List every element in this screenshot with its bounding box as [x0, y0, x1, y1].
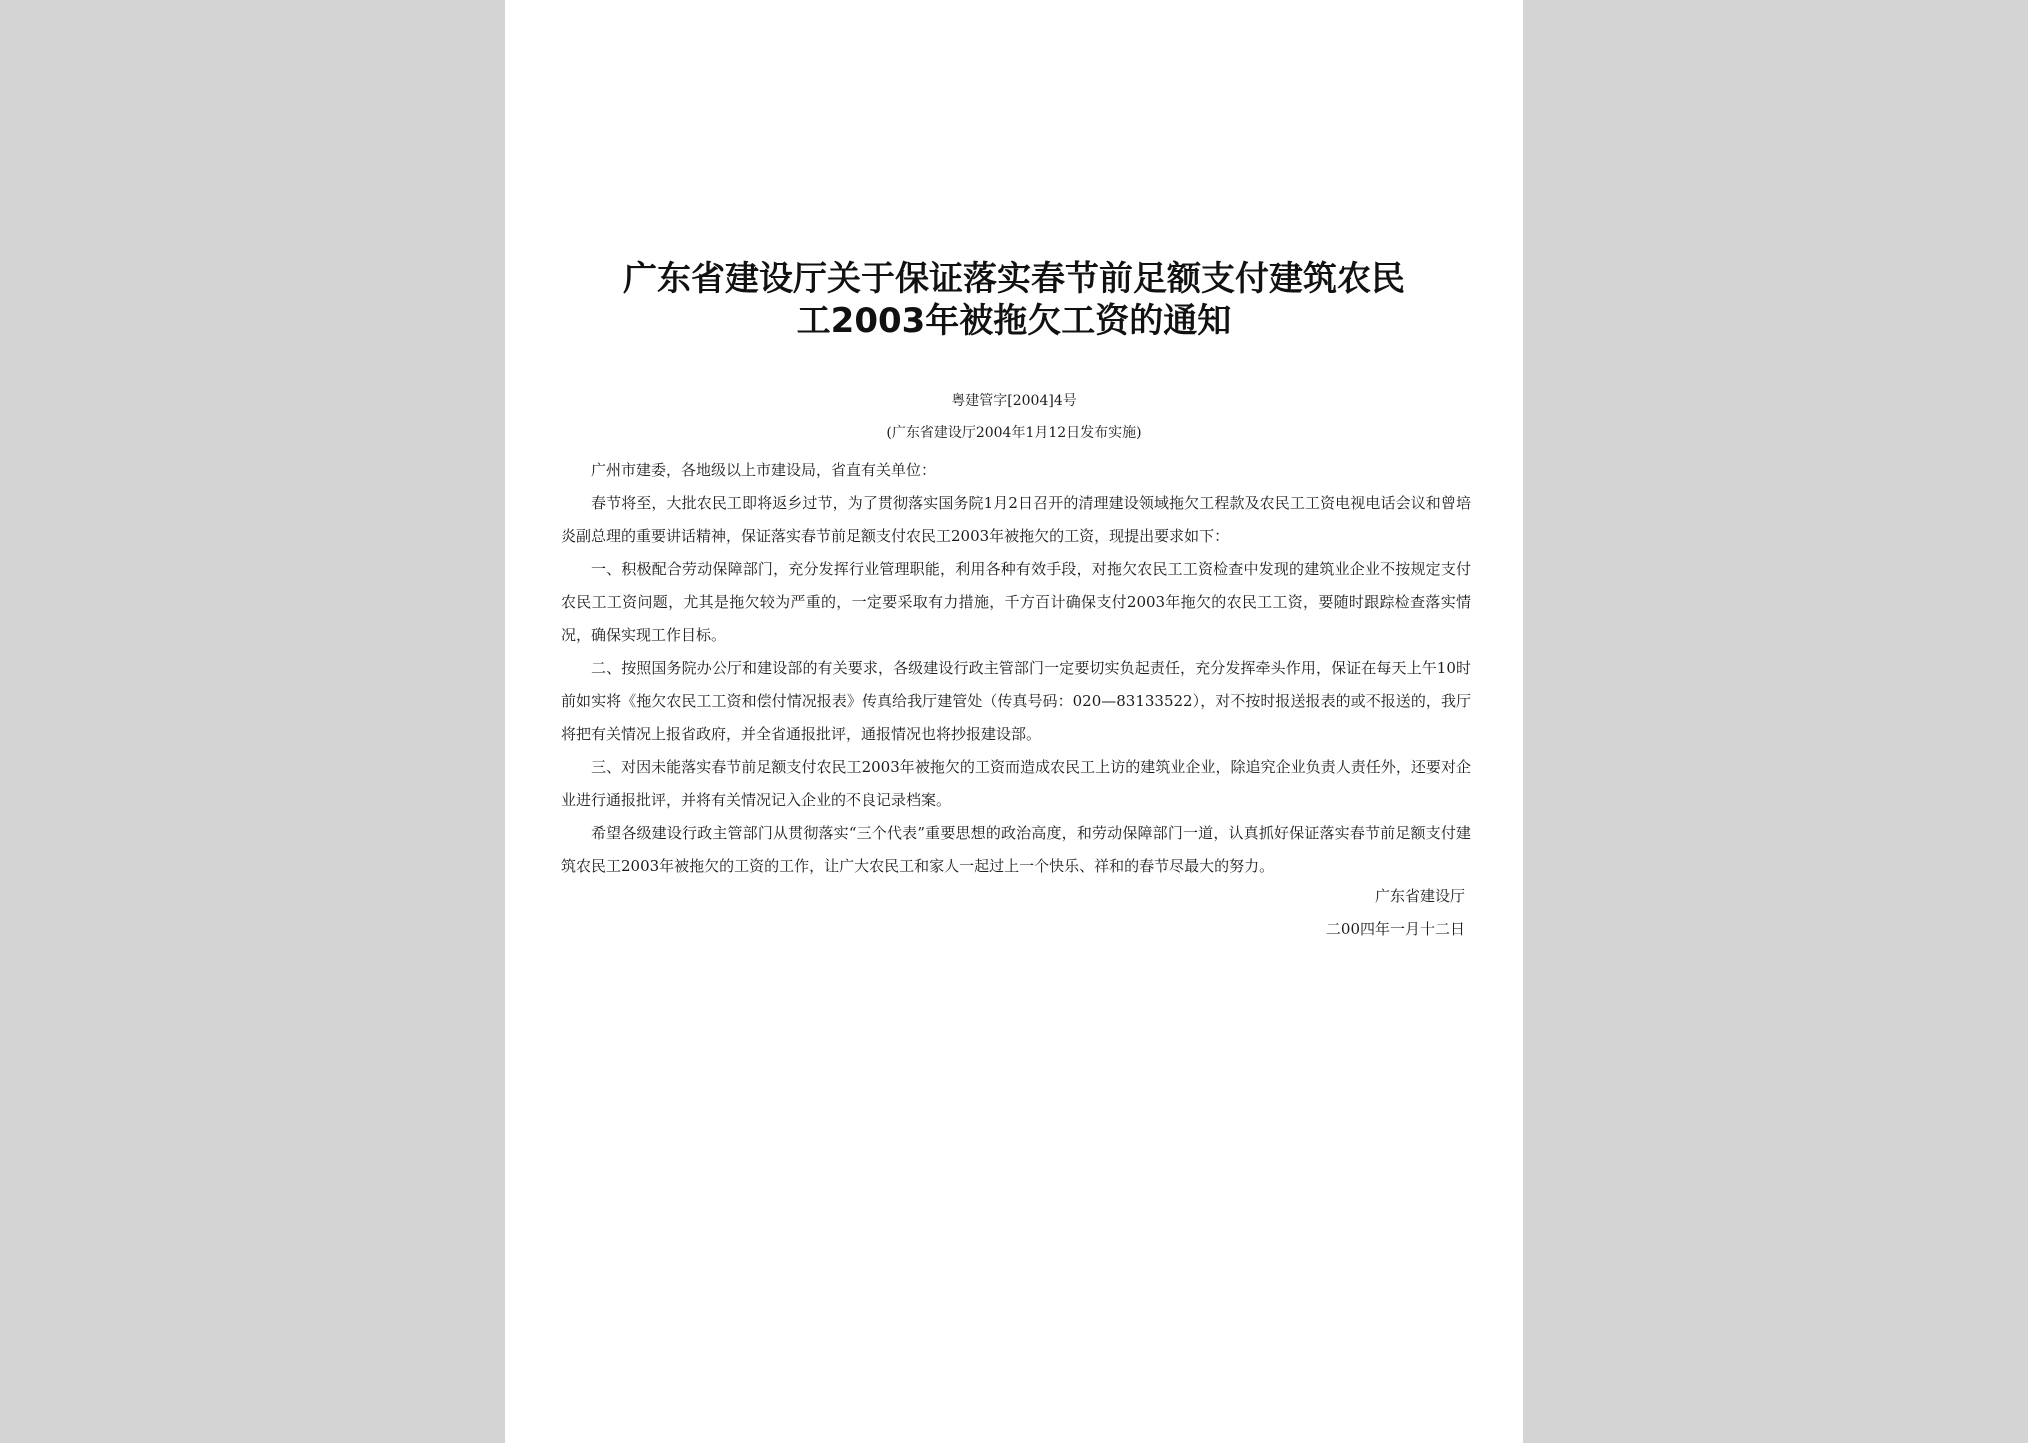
salutation: 广州市建委，各地级以上市建设局，省直有关单位： — [591, 461, 937, 479]
title-line-1: 广东省建设厅关于保证落实春节前足额支付建筑农民 — [623, 259, 1405, 299]
issued-note: (广东省建设厅2004年1月12日发布实施) — [886, 425, 1142, 441]
document-body — [561, 454, 1471, 883]
signatory: 广东省建设厅 — [1374, 887, 1465, 905]
document-number: 粤建管字[2004]4号 — [951, 393, 1077, 409]
paragraph-item-3: 三、对因未能落实春节前足额支付农民工2003年被拖欠的工资而造成农民工上访的建筑业企业，除追究企业负责人责任外，还要对企业进行通报批评，并将有关情况记入企业的不良记录档案。 — [561, 758, 1471, 809]
document-date: 二00四年一月十二日 — [1325, 920, 1465, 938]
paragraph-item-2: 二、按照国务院办公厅和建设部的有关要求，各级建设行政主管部门一定要切实负起责任，充分发挥牵头作用，保证在每天上午10时前如实将《拖欠农民工工资和偿付情况报表》传真给我厅建管处（传真号码：020—83133522），对不按时报送报表的或不报送的，我厅将把有关情况上报省政府，并全省通报批评，通报情况也将抄报建设部。 — [561, 659, 1471, 743]
paragraph-item-1: 一、积极配合劳动保障部门，充分发挥行业管理职能，利用各种有效手段，对拖欠农民工工资检查中发现的建筑业企业不按规定支付农民工工资问题，尤其是拖欠较为严重的，一定要采取有力措施，千方百计确保支付2003年拖欠的农民工工资，要随时跟踪检查落实情况，确保实现工作目标。 — [561, 560, 1471, 644]
paragraph-intro: 春节将至，大批农民工即将返乡过节，为了贯彻落实国务院1月2日召开的清理建设领域拖欠工程款及农民工工资电视电话会议和曾培炎副总理的重要讲话精神，保证落实春节前足额支付农民工2003年被拖欠的工资，现提出要求如下： — [561, 494, 1471, 545]
document-title — [595, 258, 1433, 342]
signature-block — [1326, 880, 1465, 946]
document-page — [505, 0, 1523, 1443]
paragraph-closing: 希望各级建设行政主管部门从贯彻落实“三个代表”重要思想的政治高度，和劳动保障部门一道，认真抓好保证落实春节前足额支付建筑农民工2003年被拖欠的工资的工作，让广大农民工和家人一起过上一个快乐、祥和的春节尽最大的努力。 — [561, 824, 1471, 875]
title-line-2: 工2003年被拖欠工资的通知 — [796, 301, 1232, 341]
